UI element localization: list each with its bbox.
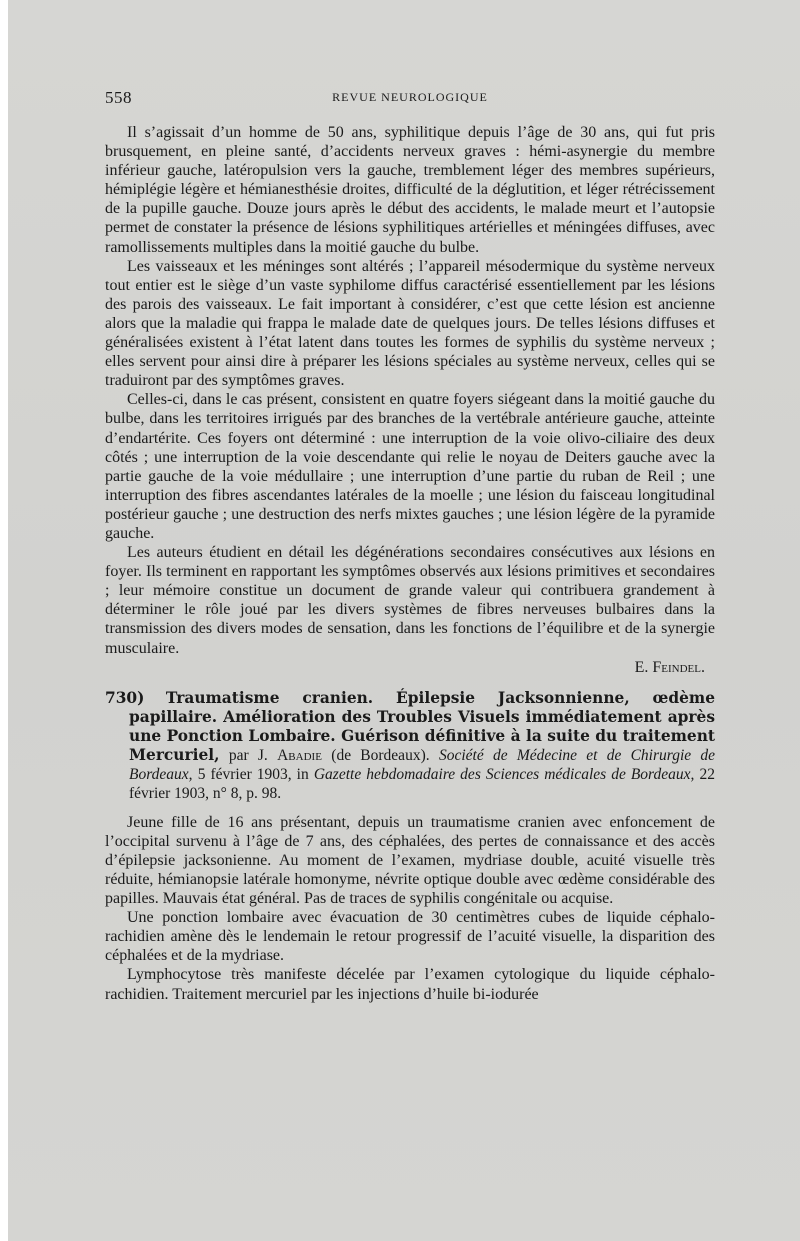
paragraph: Celles-ci, dans le cas présent, consistent en quatre foyers siégeant dans la moitié gauche du bulbe, dans les territoires irrigués par des branches de la vertébrale antérieure gauche, atteinte d’endartérite. Ces foyers ont déterminé : une interruption de la voie olivo-ciliaire des deux côtés ; une interruption de la voie descendante qui relie le noyau de Deiters gauche avec la partie gauche de la voie médullaire ; une interruption d’une partie du ruban de Reil ; une interruption des fibres ascendantes latérales de la moelle ; une lésion du faisceau longitudinal postérieur gauche ; une destruction des nerfs mixtes gauches ; une lésion légère de la pyramide gauche. xyxy=(105,391,715,542)
article-heading xyxy=(105,689,715,803)
article-date-2: 22 février 1903, n° 8, p. 98. xyxy=(129,765,716,802)
running-head: REVUE NEUROLOGIQUE xyxy=(332,90,488,104)
article-by: par J. xyxy=(228,746,268,764)
article-body xyxy=(105,813,715,1004)
paragraph: Lymphocytose très manifeste décelée par l’examen cytologique du liquide céphalo-rachidien. Traitement mercuriel par les injections d’huile bi-iodurée xyxy=(105,966,715,1003)
body-text xyxy=(105,123,715,1004)
article-date-1: 5 février 1903, in xyxy=(197,765,309,783)
paragraph: Les auteurs étudient en détail les dégénérations secondaires consécutives aux lésions en foyer. Ils terminent en rapportant les symptômes observés aux lésions primitives et secondaires ; leur mémoire constitue un document de grande valeur qui contribuera grandement à déterminer le rôle joué par les divers systèmes de fibres nerveuses bulbaires dans la transmission des divers modes de sensation, dans les fonctions de l’équilibre et de la synergie musculaire. xyxy=(105,544,715,657)
page-number: 558 xyxy=(105,88,132,107)
article-source-1: Société de Médecine et de Chirurgie de Bordeaux, xyxy=(129,746,716,783)
paragraph: Jeune fille de 16 ans présentant, depuis un traumatisme cranien avec enfoncement de l’occipital survenu à l’âge de 7 ans, des céphalées, des pertes de connaissance et des accès d’épilepsie jacksonienne. Au moment de l’examen, mydriase double, acuité visuelle très réduite, hémianopsie latérale homonyme, névrite optique double avec œdème considérable des papilles. Mauvais état général. Pas de traces de syphilis congénitale ou acquise. xyxy=(105,813,715,908)
article-source-2: Gazette hebdomadaire des Sciences médicales de Bordeaux, xyxy=(313,765,695,783)
paragraph: Les vaisseaux et les méninges sont altérés ; l’appareil mésodermique du système nerveux tout entier est le siège d’un vaste syphilome diffus caractérisé essentiellement par les lésions des parois des vaisseaux. Le fait important à considérer, c’est que cette lésion est ancienne alors que la maladie qui frappa le malade date de quelques jours. De telles lésions diffuses et généralisées existent à l’état latent dans toutes les formes de syphilis du système nerveux ; elles servent pour ainsi dire à préparer les lésions spéciales au système nerveux, celles qui se traduiront par des symptômes graves. xyxy=(105,257,715,390)
document-page xyxy=(8,0,800,1241)
article-number: 730) xyxy=(105,688,145,707)
page-header xyxy=(105,88,715,112)
article-origin: (de Bordeaux). xyxy=(331,746,430,764)
article-title: Traumatisme cranien. Épilepsie Jacksonnienne, œdème papillaire. Amélioration des Troubles Visuels immédiatement après une Ponction Lombaire. Guérison définitive à la suite du traitement Mercuriel, xyxy=(129,688,715,764)
article-author: Abadie xyxy=(277,746,322,764)
paragraph: Une ponction lombaire avec évacuation de 30 centimètres cubes de liquide céphalo-rachidien amène dès le lendemain le retour progressif de l’acuité visuelle, la disparition des céphalées et de la mydriase. xyxy=(105,909,715,965)
signature: E. Feindel. xyxy=(634,658,705,676)
paragraph: Il s’agissait d’un homme de 50 ans, syphilitique depuis l’âge de 30 ans, qui fut pris brusquement, en pleine santé, d’accidents nerveux graves : hémi-asynergie du membre inférieur gauche, latéropulsion vers la gauche, tremblement léger des membres supérieurs, hémiplégie légère et hémianesthésie droites, difficulté de la déglutition, et léger rétrécissement de la pupille gauche. Douze jours après le début des accidents, le malade meurt et l’autopsie permet de constater la présence de lésions syphilitiques artérielles et méningées diffuses, avec ramollissements multiples dans la moitié gauche du bulbe. xyxy=(105,124,715,256)
